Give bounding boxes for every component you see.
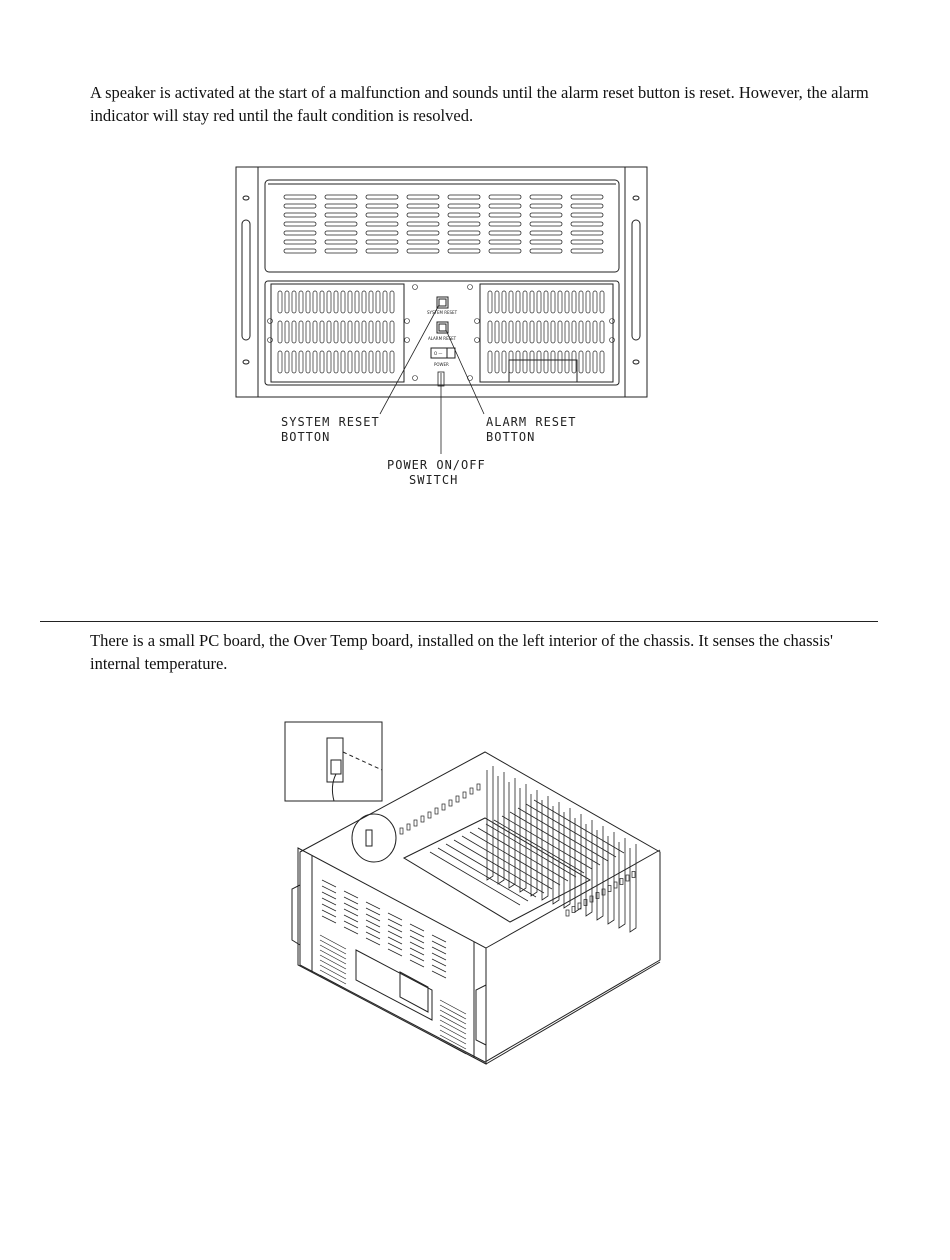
front-vent-line [322,910,336,917]
power-switch-callout: POWER ON/OFF [387,458,486,472]
side-vent-hole [449,800,452,806]
front-vent-line [388,919,402,926]
front-vent-line [388,949,402,956]
card-rail [430,852,520,905]
front-vent-line [432,935,446,942]
side-vent-hole [566,910,569,916]
side-vent-hole [400,828,403,834]
front-vent-line [322,898,336,905]
side-vent-hole [620,879,623,885]
front-vent-line [344,897,358,904]
front-vent-line [432,947,446,954]
front-vent-line [388,913,402,920]
front-vent-line [410,924,424,931]
power-switch-glyph: O — [434,351,443,356]
front-vent-line [344,915,358,922]
alarm-reset-callout-line2: BOTTON [486,430,536,444]
front-vent-line [344,903,358,910]
side-vent-hole [590,896,593,902]
card-rail [494,820,584,873]
card-rail [502,816,592,869]
front-vent-line [344,921,358,928]
side-vent-hole [456,796,459,802]
card-rail [510,812,600,865]
over-temp-board-inset [285,722,382,801]
front-vent-line [322,904,336,911]
over-temp-paragraph: There is a small PC board, the Over Temp board, installed on the left interior of the chassis. It senses the chassis' internal temperature. [90,631,833,673]
front-vent-line [410,930,424,937]
front-vent-line [432,941,446,948]
alarm-reset-panel-label: ALARM RESET [428,336,457,341]
system-reset-callout-line2: BOTTON [281,430,331,444]
front-vent-line [410,948,424,955]
front-vent-line [344,891,358,898]
front-vent-line [432,959,446,966]
side-vent-hole [428,812,431,818]
front-vent-line [410,960,424,967]
card-rail [526,804,616,857]
side-vent-hole [608,886,611,892]
front-vent-line [366,932,380,939]
card-slot [542,796,548,900]
card-rail [478,828,568,881]
chassis-control-panel [356,950,432,1020]
front-vent-line [366,920,380,927]
front-vent-line [366,926,380,933]
front-vent-line [322,886,336,893]
side-vent-hole [442,804,445,810]
side-vent-hole [421,816,424,822]
front-vent-line [366,938,380,945]
front-vent-line [410,936,424,943]
system-reset-callout: SYSTEM RESET [281,415,380,429]
side-vent-hole [596,893,599,899]
front-vent-line [432,965,446,972]
front-vent-line [388,931,402,938]
side-vent-hole [626,875,629,881]
front-vent-line [410,954,424,961]
card-rail [454,840,544,893]
side-vent-hole [632,872,635,878]
alarm-paragraph: A speaker is activated at the start of a malfunction and sounds until the alarm reset button is reset. However, the alarm indicator will stay red until the fault condition is resolved. [90,83,869,125]
power-panel-label: POWER [434,362,449,367]
front-vent-line [344,909,358,916]
front-vent-line [366,914,380,921]
front-vent-line [322,892,336,899]
front-vent-line [388,937,402,944]
front-vent-line [322,880,336,887]
front-vent-line [432,953,446,960]
side-vent-hole [470,788,473,794]
card-rail [446,844,536,897]
system-reset-panel-label: SYSTEM RESET [427,310,458,315]
side-vent-hole [463,792,466,798]
front-vent-line [322,916,336,923]
card-rail [462,836,552,889]
front-vent-line [366,902,380,909]
side-vent-hole [435,808,438,814]
detail-magnifier-circle [352,814,396,862]
side-vent-hole [584,900,587,906]
side-vent-hole [572,907,575,913]
side-vent-hole [414,820,417,826]
alarm-reset-callout: ALARM RESET [486,415,577,429]
power-switch-callout-line2: SWITCH [409,473,459,487]
side-vent-hole [602,889,605,895]
front-vent-line [366,908,380,915]
front-vent-line [410,942,424,949]
front-vent-line [432,971,446,978]
side-vent-hole [477,784,480,790]
card-rail [518,808,608,861]
front-vent-line [344,927,358,934]
front-vent-line [388,925,402,932]
side-vent-hole [407,824,410,830]
card-slot [553,802,559,904]
card-rail [534,800,624,853]
card-slot [630,844,636,932]
front-vent-line [388,943,402,950]
side-vent-hole [614,882,617,888]
card-rail [438,848,528,901]
